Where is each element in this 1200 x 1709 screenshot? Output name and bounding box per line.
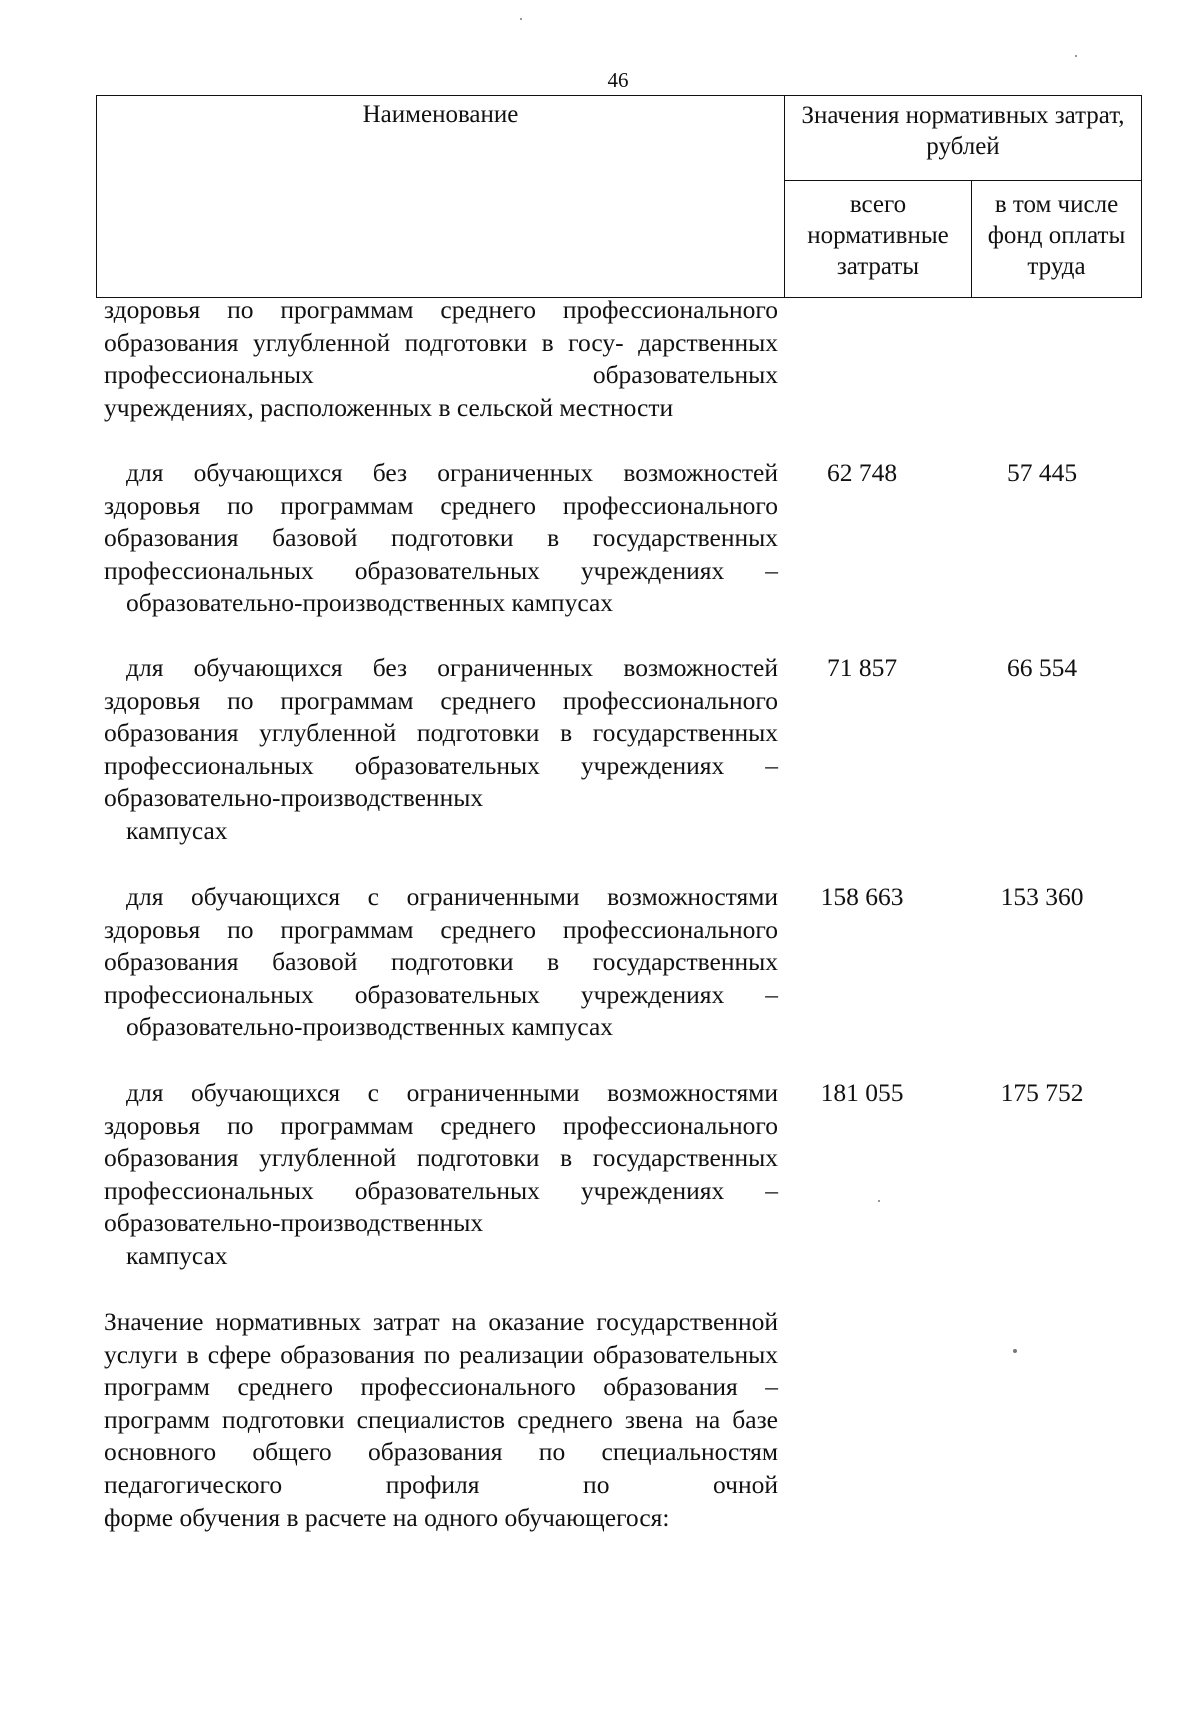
row-name [104, 457, 778, 620]
row-name-main: для обучающихся без ограниченных возможностей здоровья по программам среднего профессионального образования углубленной подготовки в государственных профессиональных образовательных учреждениях – образовательно-производственных [104, 653, 778, 813]
row-wage-value: 153 360 [1000, 882, 1084, 911]
row-total-value: 158 663 [820, 882, 904, 911]
row-name-last-line: образовательно-производственных кампусах [126, 588, 614, 618]
row-name-last-line: кампусах [126, 1240, 228, 1270]
row-name-main: здоровья по программам среднего профессионального образования углубленной подготовки в госу- дарственных профессиональных образовательных [104, 295, 778, 390]
column-header-name: Наименование [97, 96, 785, 298]
column-header-wage: в том числе фонд оплаты труда [972, 181, 1142, 298]
table-header [96, 95, 1142, 298]
row-name-last-line: учреждениях, расположенных в сельской местности [104, 392, 674, 422]
row-name [104, 1077, 778, 1273]
row-name [104, 881, 778, 1044]
scan-speck [878, 1200, 880, 1202]
row-total-value: 62 748 [826, 458, 898, 487]
row-name [104, 1306, 778, 1534]
row-name [104, 294, 778, 424]
row-name-last-line: кампусах [126, 815, 228, 845]
row-name [104, 652, 778, 848]
page-number: 46 [607, 68, 629, 92]
row-name-last-line: форме обучения в расчете на одного обучающегося: [104, 1502, 670, 1532]
row-wage-value: 57 445 [1006, 458, 1078, 487]
row-total-value: 181 055 [820, 1078, 904, 1107]
scan-speck [1013, 1349, 1017, 1353]
row-wage-value: 66 554 [1006, 653, 1078, 682]
column-header-total: всего нормативные затраты [785, 181, 972, 298]
row-wage-value: 175 752 [1000, 1078, 1084, 1107]
column-header-values: Значения нормативных затрат, рублей [785, 96, 1142, 181]
row-name-main: Значение нормативных затрат на оказание государственной услуги в сфере образования по реализации образовательных программ среднего профессионального образования – программ подготовки специалистов среднего звена на базе основного общего образования по специальностям педагогического профиля по очной [104, 1307, 778, 1499]
scan-speck [1075, 55, 1077, 57]
row-name-main: для обучающихся с ограниченными возможностями здоровья по программам среднего профессионального образования углубленной подготовки в государственных профессиональных образовательных учреждениях – образовательно-производственных [104, 1078, 778, 1238]
row-total-value: 71 857 [826, 653, 898, 682]
row-name-main: для обучающихся с ограниченными возможностями здоровья по программам среднего профессионального образования базовой подготовки в государственных профессиональных образовательных учреждениях – [104, 882, 778, 1009]
row-name-last-line: образовательно-производственных кампусах [126, 1012, 614, 1042]
scan-speck [520, 18, 522, 20]
row-name-main: для обучающихся без ограниченных возможностей здоровья по программам среднего профессионального образования базовой подготовки в государственных профессиональных образовательных учреждениях – [104, 458, 778, 585]
